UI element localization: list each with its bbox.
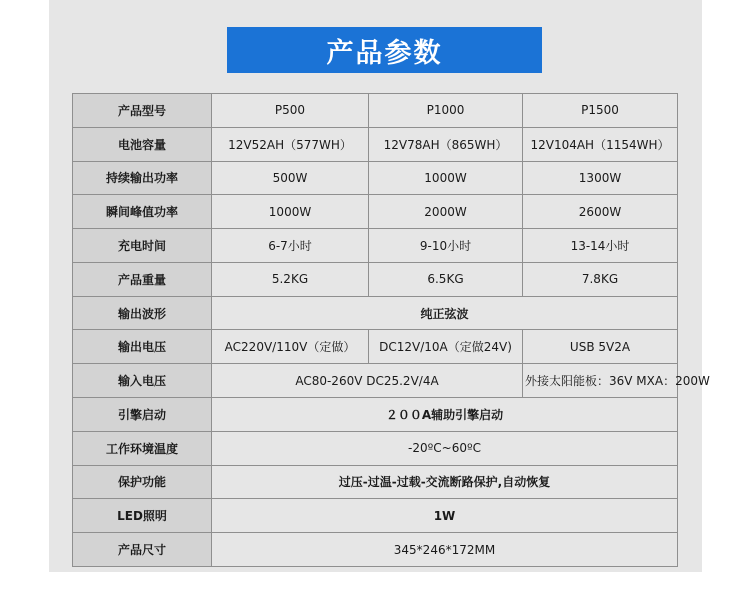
cell-value: 5.2KG [212, 262, 369, 296]
table-row [73, 431, 678, 465]
cell-value: P1500 [523, 94, 678, 128]
table-row [73, 533, 678, 567]
row-label: 保护功能 [73, 465, 212, 499]
table-row [73, 465, 678, 499]
page-title: 产品参数 [227, 27, 542, 73]
row-label: 输出波形 [73, 296, 212, 330]
row-label: 工作环境温度 [73, 431, 212, 465]
table-row [73, 398, 678, 432]
row-label: 输出电压 [73, 330, 212, 364]
row-label: 充电时间 [73, 229, 212, 263]
cell-value: 500W [212, 161, 369, 195]
cell-value: 7.8KG [523, 262, 678, 296]
table-row [73, 229, 678, 263]
row-label: 持续输出功率 [73, 161, 212, 195]
cell-value: 9-10小时 [369, 229, 523, 263]
cell-value: ２００A辅助引擎启动 [212, 398, 678, 432]
cell-value: DC12V/10A（定做24V) [369, 330, 523, 364]
cell-value: 12V78AH（865WH） [369, 127, 523, 161]
cell-value: 6-7小时 [212, 229, 369, 263]
table-row [73, 195, 678, 229]
table-row [73, 161, 678, 195]
table-row [73, 94, 678, 128]
cell-value: AC80-260V DC25.2V/4A [212, 364, 523, 398]
cell-value: 12V104AH（1154WH） [523, 127, 678, 161]
cell-value: 2000W [369, 195, 523, 229]
table-row [73, 330, 678, 364]
cell-value: 1W [212, 499, 678, 533]
table-row [73, 296, 678, 330]
table-row [73, 127, 678, 161]
cell-value: P1000 [369, 94, 523, 128]
cell-value: 6.5KG [369, 262, 523, 296]
row-label: 产品尺寸 [73, 533, 212, 567]
cell-value: 2600W [523, 195, 678, 229]
cell-value: 12V52AH（577WH） [212, 127, 369, 161]
cell-value: 1300W [523, 161, 678, 195]
cell-value: 外接太阳能板：36V MXA：200W [523, 364, 678, 398]
cell-value: AC220V/110V（定做） [212, 330, 369, 364]
row-label: 产品型号 [73, 94, 212, 128]
cell-value: 纯正弦波 [212, 296, 678, 330]
cell-value: 1000W [212, 195, 369, 229]
table-row [73, 262, 678, 296]
row-label: 引擎启动 [73, 398, 212, 432]
row-label: 瞬间峰值功率 [73, 195, 212, 229]
row-label: 输入电压 [73, 364, 212, 398]
row-label: 产品重量 [73, 262, 212, 296]
cell-value: USB 5V2A [523, 330, 678, 364]
cell-value: 13-14小时 [523, 229, 678, 263]
cell-value: P500 [212, 94, 369, 128]
row-label: 电池容量 [73, 127, 212, 161]
spec-table [72, 93, 710, 567]
cell-value: 345*246*172MM [212, 533, 678, 567]
table-row [73, 364, 678, 398]
table-row [73, 499, 678, 533]
cell-value: -20ºC~60ºC [212, 431, 678, 465]
cell-value: 1000W [369, 161, 523, 195]
row-label: LED照明 [73, 499, 212, 533]
cell-value: 过压-过温-过载-交流断路保护,自动恢复 [212, 465, 678, 499]
